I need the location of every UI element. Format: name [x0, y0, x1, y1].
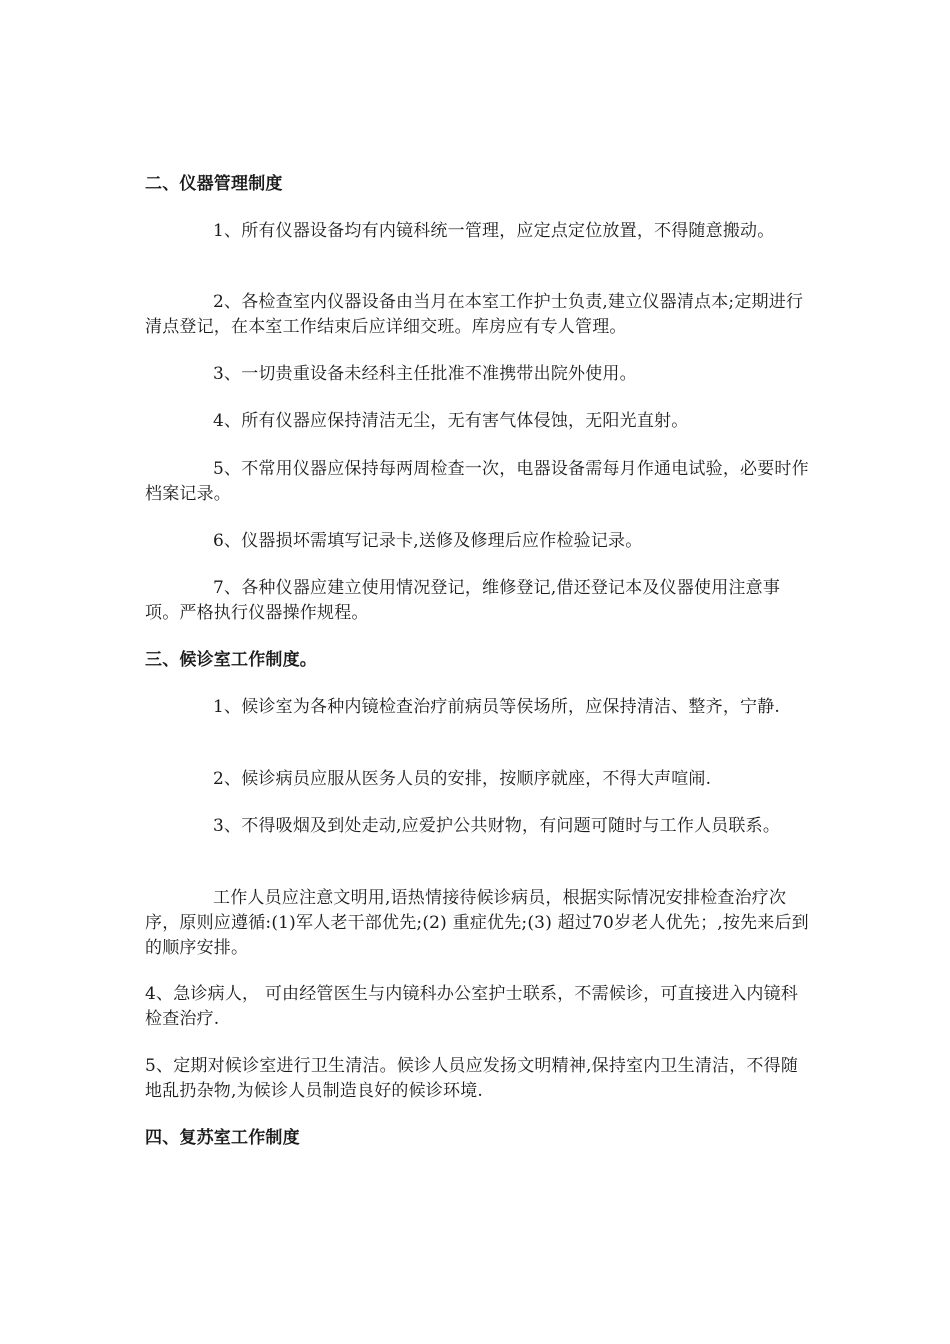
paragraph-instrument-4: 4、所有仪器应保持清洁无尘，无有害气体侵蚀，无阳光直射。 — [213, 411, 689, 431]
paragraph-instrument-5: 5、不常用仪器应保持每两周检查一次，电器设备需每月作通电试验，必要时作档案记录。 — [145, 459, 809, 504]
section-heading-waiting-room: 三、候诊室工作制度。 — [145, 650, 317, 670]
paragraph-waiting-2: 2、候诊病员应服从医务人员的安排，按顺序就座，不得大声喧闹. — [213, 769, 712, 789]
paragraph-instrument-1: 1、所有仪器设备均有内镜科统一管理，应定点定位放置，不得随意搬动。 — [213, 221, 775, 241]
section-heading-recovery-room: 四、复苏室工作制度 — [145, 1128, 300, 1148]
section-heading-instrument-management: 二、仪器管理制度 — [145, 174, 283, 194]
paragraph-instrument-7: 7、各种仪器应建立使用情况登记，维修登记,借还登记本及仪器使用注意事项。严格执行仪器操作规程。 — [145, 578, 781, 623]
paragraph-waiting-3: 3、不得吸烟及到处走动,应爱护公共财物，有问题可随时与工作人员联系。 — [213, 816, 781, 836]
paragraph-waiting-1: 1、候诊室为各种内镜检查治疗前病员等侯场所，应保持清洁、整齐，宁静. — [213, 697, 781, 717]
paragraph-instrument-2: 2、各检查室内仪器设备由当月在本室工作护士负责,建立仪器清点本;定期进行清点登记，在本室工作结束后应详细交班。库房应有专人管理。 — [145, 292, 804, 337]
paragraph-instrument-6: 6、仪器损坏需填写记录卡,送修及修理后应作检验记录。 — [213, 531, 643, 551]
paragraph-waiting-5: 5、定期对候诊室进行卫生清洁。候诊人员应发扬文明精神,保持室内卫生清洁，不得随地乱扔杂物,为候诊人员制造良好的候诊环境. — [145, 1056, 799, 1101]
paragraph-instrument-3: 3、一切贵重设备未经科主任批准不准携带出院外使用。 — [213, 364, 637, 384]
paragraph-waiting-staff: 工作人员应注意文明用,语热情接待候诊病员，根据实际情况安排检查治疗次序，原则应遵循:(1)军人老干部优先;(2) 重症优先;(3) 超过70岁老人优先；,按先来后到的顺序安排。 — [145, 888, 809, 958]
paragraph-waiting-4: 4、急诊病人， 可由经管医生与内镜科办公室护士联系，不需候诊，可直接进入内镜科检查治疗. — [145, 984, 799, 1029]
